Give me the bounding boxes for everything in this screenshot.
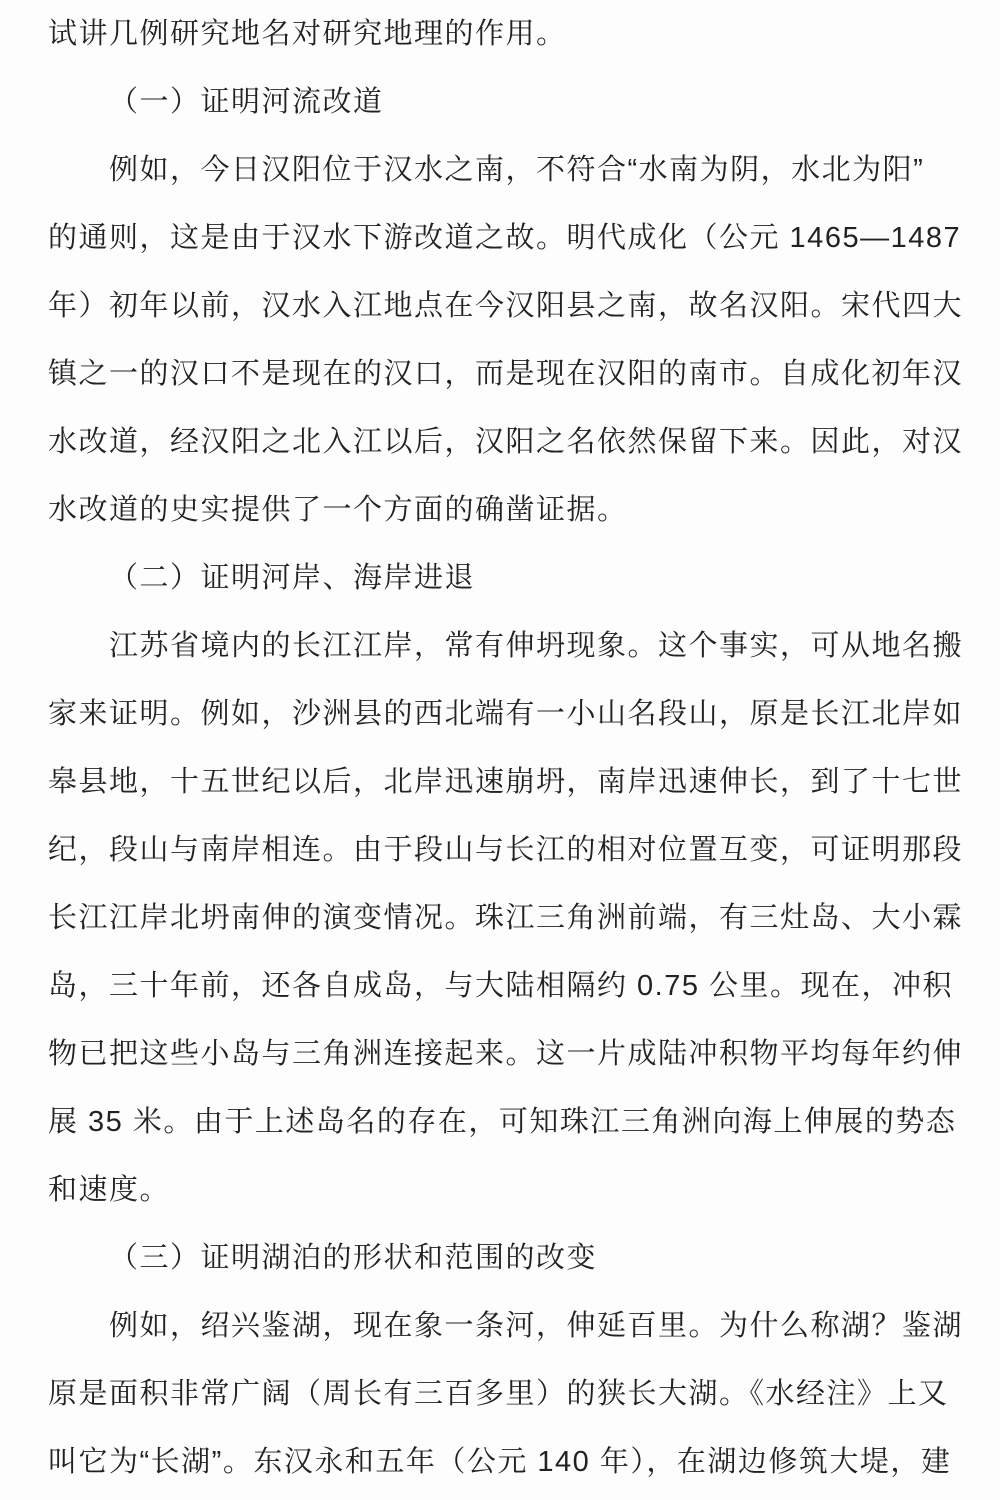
text-line: 原是面积非常广阔（周长有三百多里）的狭长大湖。《水经注》上又: [48, 1378, 949, 1410]
section-heading-two: （二）证明河岸、海岸进退: [109, 562, 476, 594]
text-line: 年）初年以前，汉水入江地点在今汉阳县之南，故名汉阳。宋代四大: [48, 290, 964, 322]
text-line: 岛，三十年前，还各自成岛，与大陆相隔约 0.75 公里。现在，冲积: [48, 970, 954, 1002]
text-line: 纪，段山与南岸相连。由于段山与长江的相对位置互变，可证明那段: [48, 834, 964, 866]
section-heading-one: （一）证明河流改道: [109, 86, 384, 118]
text-line: 例如，绍兴鉴湖，现在象一条河，伸延百里。为什么称湖？鉴湖: [109, 1310, 964, 1342]
text-line: 的通则，这是由于汉水下游改道之故。明代成化（公元 1465—1487: [48, 222, 962, 254]
text-line: 试讲几例研究地名对研究地理的作用。: [48, 18, 567, 50]
text-line: 水改道，经汉阳之北入江以后，汉阳之名依然保留下来。因此，对汉: [48, 426, 964, 458]
text-line: 家来证明。例如，沙洲县的西北端有一小山名段山，原是长江北岸如: [48, 698, 964, 730]
text-line: 江苏省境内的长江江岸，常有伸坍现象。这个事实，可从地名搬: [109, 630, 964, 662]
text-line: 例如，今日汉阳位于汉水之南，不符合“水南为阴，水北为阳”: [109, 154, 925, 186]
text-line: 物已把这些小岛与三角洲连接起来。这一片成陆冲积物平均每年约伸: [48, 1038, 964, 1070]
text-line: 展 35 米。由于上述岛名的存在，可知珠江三角洲向海上伸展的势态: [48, 1106, 957, 1138]
text-line: 皋县地，十五世纪以后，北岸迅速崩坍，南岸迅速伸长，到了十七世: [48, 766, 964, 798]
text-line: 长江江岸北坍南伸的演变情况。珠江三角洲前端，有三灶岛、大小霖: [48, 902, 964, 934]
text-line: 镇之一的汉口不是现在的汉口，而是现在汉阳的南市。自成化初年汉: [48, 358, 964, 390]
text-line: 和速度。: [48, 1174, 171, 1206]
text-line: 水改道的史实提供了一个方面的确凿证据。: [48, 494, 628, 526]
text-line: 叫它为“长湖”。东汉永和五年（公元 140 年），在湖边修筑大堤，建: [48, 1446, 952, 1478]
section-heading-three: （三）证明湖泊的形状和范围的改变: [109, 1242, 598, 1274]
